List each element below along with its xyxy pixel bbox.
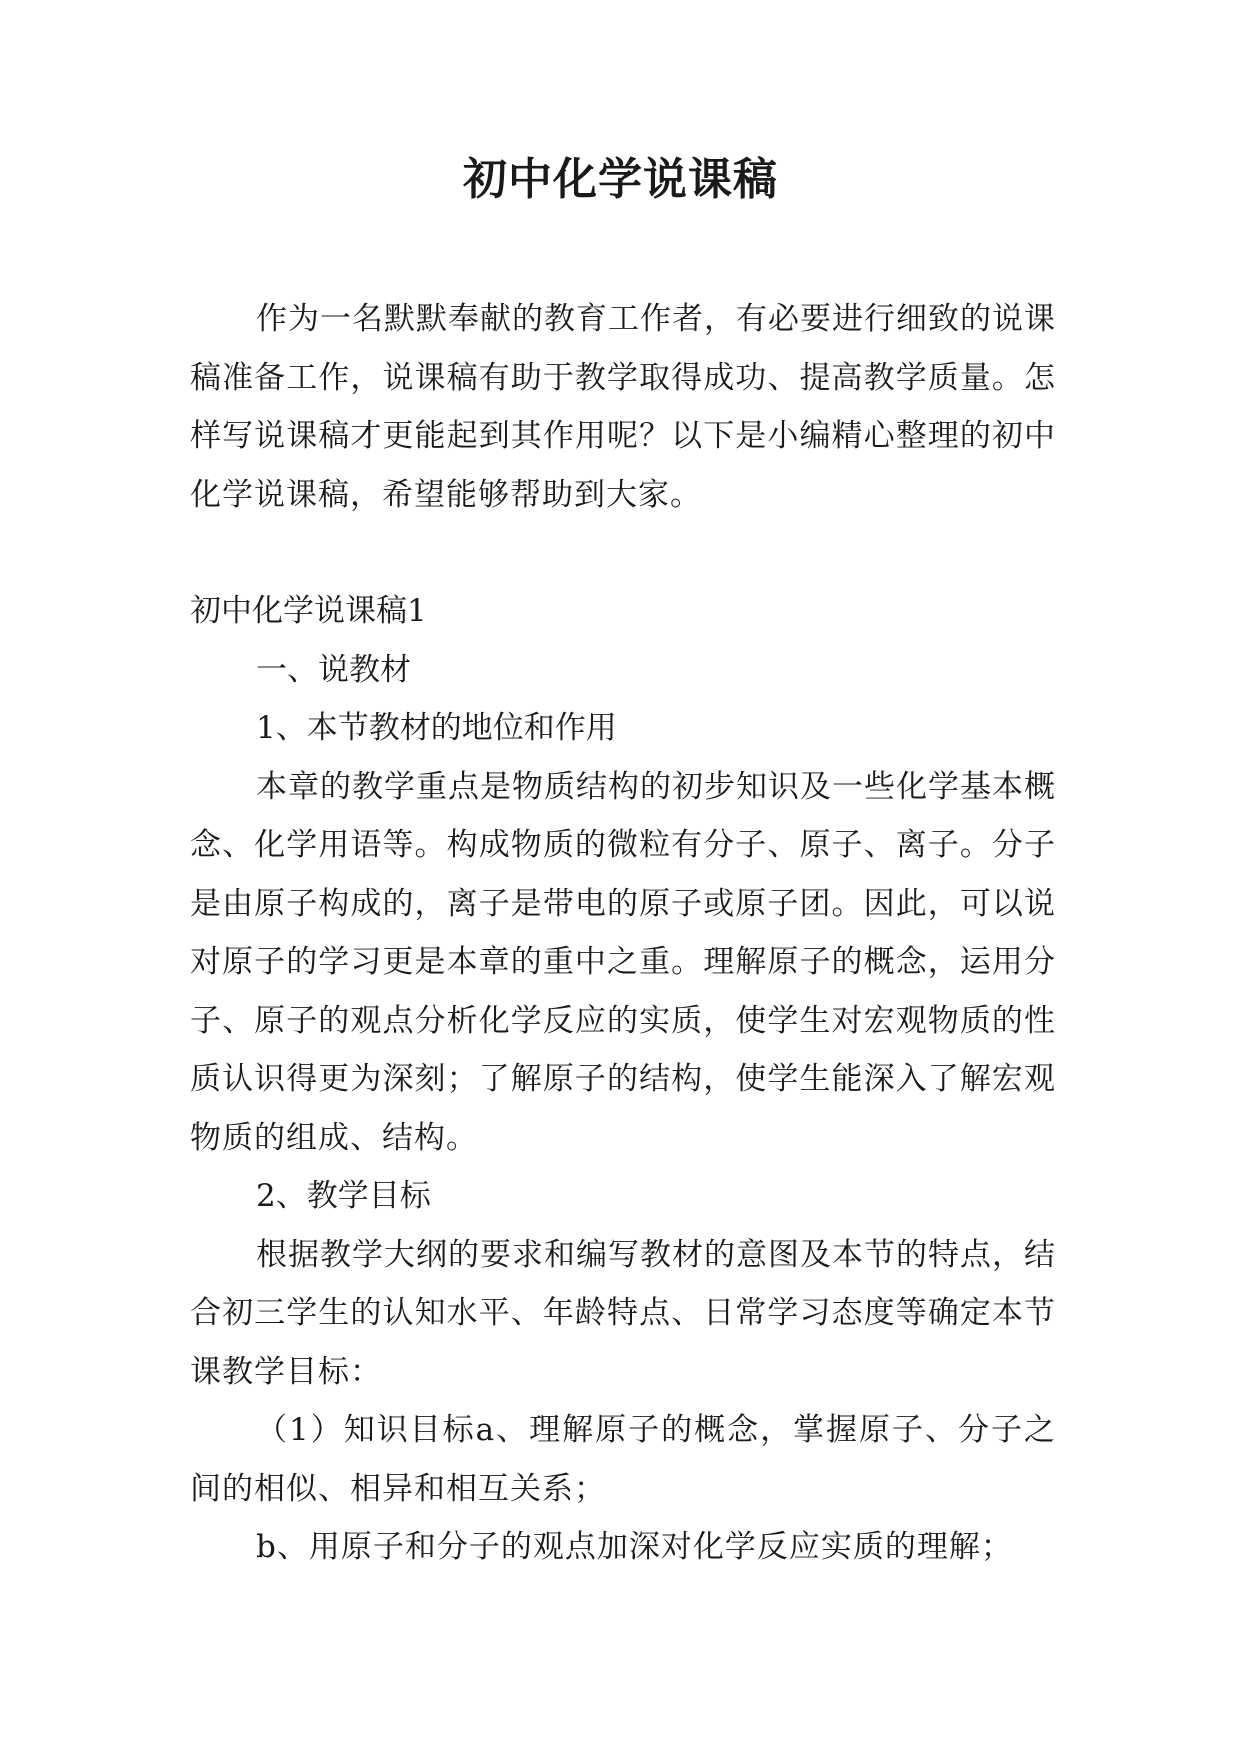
sub2-body: 根据教学大纲的要求和编写教材的意图及本节的特点，结合初三学生的认知水平、年龄特点、日常学习态度等确定本节课教学目标：: [190, 1236, 1056, 1390]
intro-paragraph: 作为一名默默奉献的教育工作者，有必要进行细致的说课稿准备工作，说课稿有助于教学取得成功、提高教学质量。怎样写说课稿才更能起到其作用呢？以下是小编精心整理的初中化学说课稿，希望能够帮助到大家。: [190, 301, 1056, 513]
section-title: 初中化学说课稿1: [190, 593, 427, 629]
document-body: [190, 290, 1056, 1577]
document-title: 初中化学说课稿: [463, 154, 778, 205]
goal-b: b、用原子和分子的观点加深对化学反应实质的理解；: [256, 1529, 1013, 1565]
goal-a: （1）知识目标a、理解原子的概念，掌握原子、分子之间的相似、相异和相互关系；: [190, 1412, 1056, 1507]
part1-heading: 一、说教材: [256, 651, 411, 688]
paragraph-gap: [190, 524, 1056, 582]
sub1-body: 本章的教学重点是物质结构的初步知识及一些化学基本概念、化学用语等。构成物质的微粒有分子、原子、离子。分子是由原子构成的，离子是带电的原子或原子团。因此，可以说对原子的学习更是本章的重中之重。理解原子的概念，运用分子、原子的观点分析化学反应的实质，使学生对宏观物质的性质认识得更为深刻；了解原子的结构，使学生能深入了解宏观物质的组成、结构。: [190, 768, 1056, 1156]
sub1-heading: 1、本节教材的地位和作用: [256, 710, 617, 746]
sub2-heading: 2、教学目标: [256, 1178, 431, 1214]
